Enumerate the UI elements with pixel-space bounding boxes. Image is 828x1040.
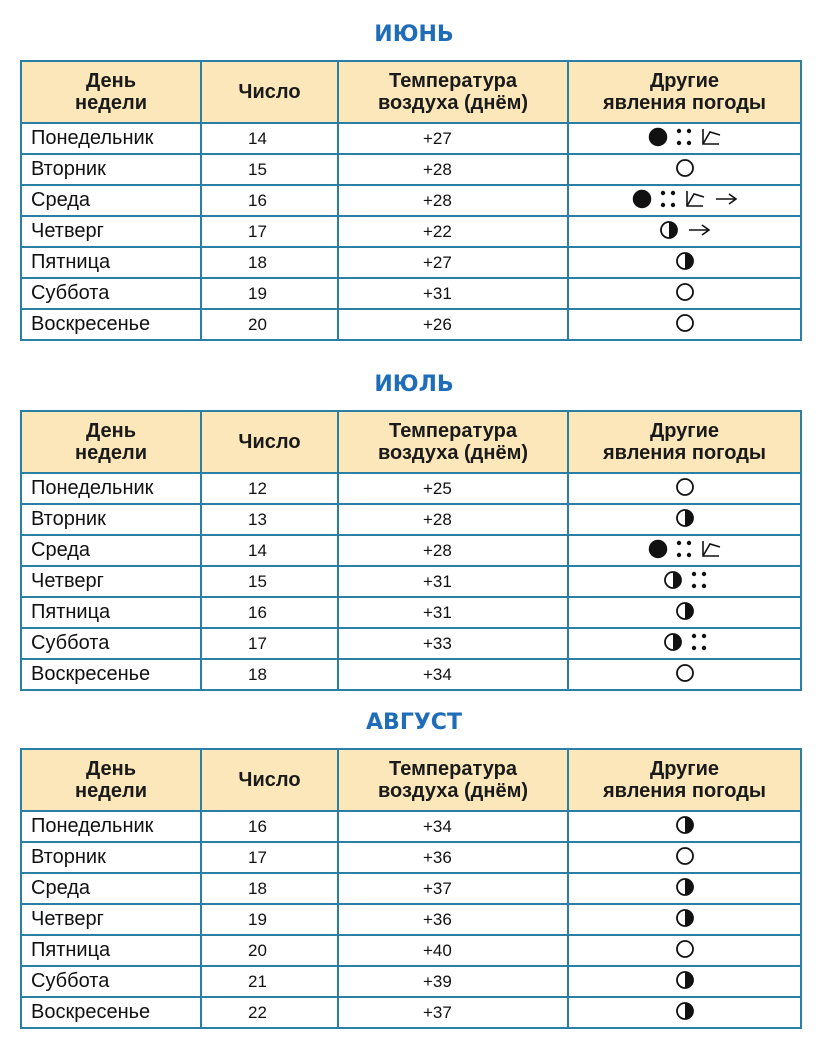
weather-symbols bbox=[675, 844, 695, 868]
weather-symbols bbox=[675, 875, 695, 899]
header-row bbox=[21, 749, 801, 811]
date-cell: 18 bbox=[201, 659, 338, 690]
weather-symbols bbox=[675, 599, 695, 623]
weather-symbols bbox=[675, 280, 695, 304]
day-cell: Пятница bbox=[21, 935, 201, 966]
day-cell: Воскресенье bbox=[21, 997, 201, 1028]
header-row bbox=[21, 411, 801, 473]
date-cell: 14 bbox=[201, 535, 338, 566]
cloud-full-icon bbox=[648, 539, 668, 559]
day-cell: Пятница bbox=[21, 247, 201, 278]
temperature-cell: +31 bbox=[338, 278, 568, 309]
day-cell: Воскресенье bbox=[21, 309, 201, 340]
partly-cloudy-icon bbox=[675, 908, 695, 928]
day-cell: Воскресенье bbox=[21, 659, 201, 690]
date-cell: 17 bbox=[201, 628, 338, 659]
weather-symbols bbox=[648, 125, 722, 149]
date-cell: 17 bbox=[201, 216, 338, 247]
wind-east-arrow-icon bbox=[714, 192, 738, 206]
weather-symbols bbox=[659, 218, 711, 242]
temperature-cell: +27 bbox=[338, 123, 568, 154]
weather-phenomena-cell bbox=[568, 247, 801, 278]
partly-cloudy-icon bbox=[675, 601, 695, 621]
weather-table-august bbox=[20, 748, 802, 1029]
date-cell: 16 bbox=[201, 597, 338, 628]
rain-icon bbox=[691, 570, 707, 590]
clear-sky-icon bbox=[675, 477, 695, 497]
weather-phenomena-cell bbox=[568, 566, 801, 597]
header-row bbox=[21, 61, 801, 123]
temperature-cell: +28 bbox=[338, 535, 568, 566]
table-row bbox=[21, 154, 801, 185]
table-row bbox=[21, 535, 801, 566]
table-row bbox=[21, 566, 801, 597]
weather-phenomena-cell bbox=[568, 216, 801, 247]
table-row bbox=[21, 659, 801, 690]
day-cell: Четверг bbox=[21, 904, 201, 935]
table-row bbox=[21, 628, 801, 659]
clear-sky-icon bbox=[675, 939, 695, 959]
cloud-full-icon bbox=[648, 127, 668, 147]
date-cell: 16 bbox=[201, 811, 338, 842]
date-cell: 16 bbox=[201, 185, 338, 216]
day-cell: Понедельник bbox=[21, 811, 201, 842]
header-phenomena: Другие явления погоды bbox=[568, 411, 801, 473]
temperature-cell: +26 bbox=[338, 309, 568, 340]
weather-phenomena-cell bbox=[568, 154, 801, 185]
weather-phenomena-cell bbox=[568, 504, 801, 535]
header-temperature: Температура воздуха (днём) bbox=[338, 411, 568, 473]
header-day: День недели bbox=[21, 749, 201, 811]
rain-icon bbox=[660, 189, 676, 209]
weather-symbols bbox=[675, 906, 695, 930]
weather-symbols bbox=[675, 937, 695, 961]
weather-symbols bbox=[675, 475, 695, 499]
temperature-cell: +37 bbox=[338, 873, 568, 904]
header-number: Число bbox=[201, 411, 338, 473]
temperature-cell: +34 bbox=[338, 659, 568, 690]
day-cell: Пятница bbox=[21, 597, 201, 628]
header-number: Число bbox=[201, 61, 338, 123]
header-day: День недели bbox=[21, 61, 201, 123]
table-row bbox=[21, 873, 801, 904]
day-cell: Среда bbox=[21, 535, 201, 566]
day-cell: Вторник bbox=[21, 154, 201, 185]
table-row bbox=[21, 504, 801, 535]
table-row bbox=[21, 185, 801, 216]
temperature-cell: +39 bbox=[338, 966, 568, 997]
clear-sky-icon bbox=[675, 846, 695, 866]
partly-cloudy-icon bbox=[675, 1001, 695, 1021]
temperature-cell: +36 bbox=[338, 904, 568, 935]
table-row bbox=[21, 247, 801, 278]
day-cell: Четверг bbox=[21, 216, 201, 247]
day-cell: Четверг bbox=[21, 566, 201, 597]
day-cell: Понедельник bbox=[21, 123, 201, 154]
partly-cloudy-icon bbox=[663, 570, 683, 590]
weather-phenomena-cell bbox=[568, 597, 801, 628]
day-cell: Вторник bbox=[21, 504, 201, 535]
temperature-cell: +37 bbox=[338, 997, 568, 1028]
date-cell: 12 bbox=[201, 473, 338, 504]
day-cell: Среда bbox=[21, 185, 201, 216]
date-cell: 18 bbox=[201, 873, 338, 904]
table-row bbox=[21, 966, 801, 997]
temperature-cell: +25 bbox=[338, 473, 568, 504]
day-cell: Суббота bbox=[21, 628, 201, 659]
temperature-cell: +40 bbox=[338, 935, 568, 966]
header-number: Число bbox=[201, 749, 338, 811]
month-title-august: АВГУСТ bbox=[366, 710, 462, 735]
partly-cloudy-icon bbox=[675, 877, 695, 897]
date-cell: 13 bbox=[201, 504, 338, 535]
weather-symbols bbox=[675, 311, 695, 335]
weather-phenomena-cell bbox=[568, 185, 801, 216]
weather-symbols bbox=[675, 156, 695, 180]
partly-cloudy-icon bbox=[663, 632, 683, 652]
table-row bbox=[21, 123, 801, 154]
temperature-cell: +28 bbox=[338, 504, 568, 535]
header-temperature: Температура воздуха (днём) bbox=[338, 61, 568, 123]
weather-symbols bbox=[663, 630, 707, 654]
weather-symbols bbox=[675, 506, 695, 530]
date-cell: 22 bbox=[201, 997, 338, 1028]
table-row bbox=[21, 842, 801, 873]
temperature-cell: +31 bbox=[338, 597, 568, 628]
date-cell: 19 bbox=[201, 904, 338, 935]
weather-phenomena-cell bbox=[568, 535, 801, 566]
day-cell: Суббота bbox=[21, 278, 201, 309]
weather-phenomena-cell bbox=[568, 473, 801, 504]
weather-table-june bbox=[20, 60, 802, 341]
temperature-cell: +36 bbox=[338, 842, 568, 873]
day-cell: Суббота bbox=[21, 966, 201, 997]
temperature-cell: +28 bbox=[338, 185, 568, 216]
clear-sky-icon bbox=[675, 158, 695, 178]
partly-cloudy-icon bbox=[675, 508, 695, 528]
wind-east-arrow-icon bbox=[687, 223, 711, 237]
date-cell: 15 bbox=[201, 154, 338, 185]
weather-symbols bbox=[675, 968, 695, 992]
table-row bbox=[21, 597, 801, 628]
weather-symbols bbox=[675, 813, 695, 837]
table-row bbox=[21, 935, 801, 966]
temperature-cell: +28 bbox=[338, 154, 568, 185]
header-temperature: Температура воздуха (днём) bbox=[338, 749, 568, 811]
cloud-full-icon bbox=[632, 189, 652, 209]
weather-symbols bbox=[675, 249, 695, 273]
partly-cloudy-icon bbox=[675, 815, 695, 835]
temperature-cell: +22 bbox=[338, 216, 568, 247]
weather-symbols bbox=[675, 661, 695, 685]
weather-symbols bbox=[663, 568, 707, 592]
table-row bbox=[21, 216, 801, 247]
table-row bbox=[21, 811, 801, 842]
date-cell: 18 bbox=[201, 247, 338, 278]
wind-southwest-icon bbox=[684, 189, 706, 209]
weather-table-july bbox=[20, 410, 802, 691]
weather-phenomena-cell bbox=[568, 966, 801, 997]
wind-southwest-icon bbox=[700, 539, 722, 559]
table-row bbox=[21, 997, 801, 1028]
weather-phenomena-cell bbox=[568, 842, 801, 873]
weather-phenomena-cell bbox=[568, 659, 801, 690]
day-cell: Вторник bbox=[21, 842, 201, 873]
weather-phenomena-cell bbox=[568, 278, 801, 309]
clear-sky-icon bbox=[675, 282, 695, 302]
weather-phenomena-cell bbox=[568, 123, 801, 154]
date-cell: 19 bbox=[201, 278, 338, 309]
header-day: День недели bbox=[21, 411, 201, 473]
clear-sky-icon bbox=[675, 313, 695, 333]
header-phenomena: Другие явления погоды bbox=[568, 749, 801, 811]
wind-southwest-icon bbox=[700, 127, 722, 147]
partly-cloudy-icon bbox=[659, 220, 679, 240]
date-cell: 21 bbox=[201, 966, 338, 997]
rain-icon bbox=[676, 539, 692, 559]
weather-phenomena-cell bbox=[568, 997, 801, 1028]
temperature-cell: +33 bbox=[338, 628, 568, 659]
weather-phenomena-cell bbox=[568, 935, 801, 966]
date-cell: 20 bbox=[201, 309, 338, 340]
weather-phenomena-cell bbox=[568, 309, 801, 340]
day-cell: Понедельник bbox=[21, 473, 201, 504]
partly-cloudy-icon bbox=[675, 970, 695, 990]
rain-icon bbox=[676, 127, 692, 147]
weather-phenomena-cell bbox=[568, 628, 801, 659]
rain-icon bbox=[691, 632, 707, 652]
date-cell: 20 bbox=[201, 935, 338, 966]
temperature-cell: +31 bbox=[338, 566, 568, 597]
table-row bbox=[21, 473, 801, 504]
weather-phenomena-cell bbox=[568, 811, 801, 842]
temperature-cell: +34 bbox=[338, 811, 568, 842]
table-row bbox=[21, 309, 801, 340]
partly-cloudy-icon bbox=[675, 251, 695, 271]
weather-phenomena-cell bbox=[568, 904, 801, 935]
weather-symbols bbox=[675, 999, 695, 1023]
day-cell: Среда bbox=[21, 873, 201, 904]
weather-phenomena-cell bbox=[568, 873, 801, 904]
temperature-cell: +27 bbox=[338, 247, 568, 278]
date-cell: 14 bbox=[201, 123, 338, 154]
weather-symbols bbox=[632, 187, 738, 211]
clear-sky-icon bbox=[675, 663, 695, 683]
date-cell: 15 bbox=[201, 566, 338, 597]
table-row bbox=[21, 904, 801, 935]
month-title-june: ИЮНЬ bbox=[374, 22, 454, 47]
weather-symbols bbox=[648, 537, 722, 561]
month-title-july: ИЮЛЬ bbox=[374, 372, 454, 397]
table-row bbox=[21, 278, 801, 309]
date-cell: 17 bbox=[201, 842, 338, 873]
header-phenomena: Другие явления погоды bbox=[568, 61, 801, 123]
